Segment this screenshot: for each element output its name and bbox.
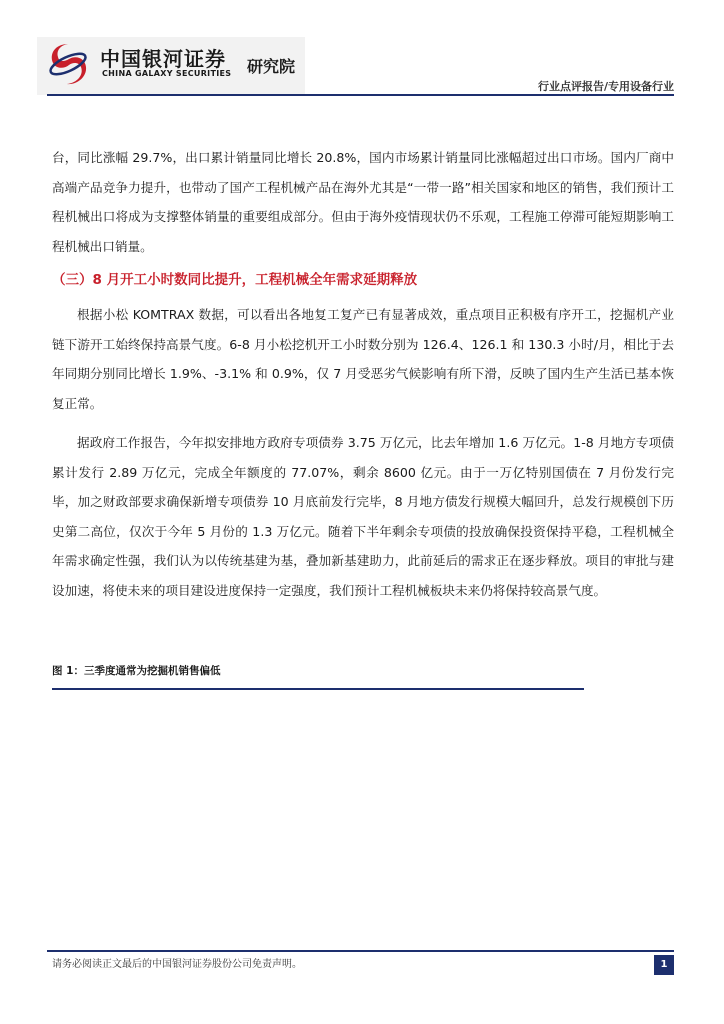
paragraph-komtrax-hours: 根据小松 KOMTRAX 数据，可以看出各地复工复产已有显著成效，重点项目正积极有序开工，挖掘机产业链下游开工始终保持高景气度。6-8 月小松挖机开工小时数分别为 126.4、126.1 和 130.3 小时/月，相比于去年同期分别同比增长 1.9%、-3.1% 和 0.9%，仅 7 月受恶劣气候影响有所下滑，反映了国内生产生活已基本恢复正常。 [52,307,674,411]
report-category: 行业点评报告/专用设备行业 [537,80,674,93]
footer-divider [47,950,674,952]
footer-disclaimer: 请务必阅读正文最后的中国银河证券股份公司免责声明。 [52,959,302,970]
section-heading: （三）8 月开工小时数同比提升，工程机械全年需求延期释放 [52,272,418,288]
logo-institute-label: 研究院 [247,57,296,76]
paragraph-export-sales: 台，同比涨幅 29.7%，出口累计销量同比增长 20.8%，国内市场累计销量同比涨幅超过出口市场。国内厂商中高端产品竞争力提升，也带动了国产工程机械产品在海外尤其是“一带一路”相关国家和地区的销售，我们预计工程机械出口将成为支撑整体销量的重要组成部分。但由于海外疫情现状仍不乐观，工程施工停滞可能短期影响工程机械出口销量。 [52,150,674,254]
figure-title: 图 1：三季度通常为挖掘机销售偏低 [52,665,221,677]
figure-divider [52,688,584,690]
logo-english-name: CHINA GALAXY SECURITIES [102,69,232,78]
page-header [0,0,724,100]
paragraph-special-bonds: 据政府工作报告，今年拟安排地方政府专项债券 3.75 万亿元，比去年增加 1.6 万亿元。1-8 月地方专项债累计发行 2.89 万亿元，完成全年额度的 77.07%，剩余 8600 亿元。由于一万亿特别国债在 7 月份发行完毕，加之财政部要求确保新增专项债券 10 月底前发行完毕，8 月地方债发行规模大幅回升，总发行规模创下历史第二高位，仅次于今年 5 月份的 1.3 万亿元。随着下半年剩余专项债的投放确保投资保持平稳，工程机械全年需求确定性强，我们认为以传统基建为基，叠加新基建助力，此前延后的需求正在逐步释放。项目的审批与建设加速，将使未来的项目建设进度保持一定强度，我们预计工程机械板块未来仍将保持较高景气度。 [52,435,674,598]
galaxy-logo-icon [47,41,89,87]
report-body [52,143,674,605]
logo-chinese-name: 中国银河证券 [100,47,226,71]
page-number: 1 [654,955,674,975]
header-divider [47,94,674,96]
company-logo [37,37,305,95]
